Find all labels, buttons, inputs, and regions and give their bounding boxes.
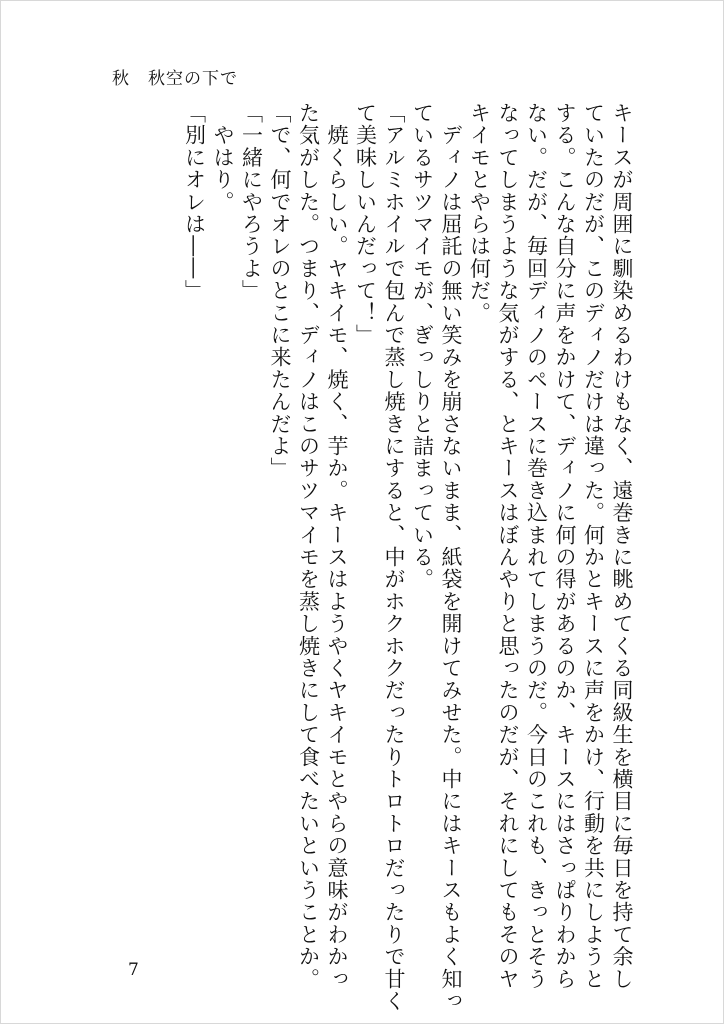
text-line: て美味しいんだって！」 bbox=[353, 102, 378, 347]
text-line: ディノは屈託の無い笑みを崩さないまま、紙袋を開けてみせた。中にはキースもよく知っ bbox=[439, 102, 463, 1013]
text-line: ているサツマイモが、ぎっしりと詰まっている。 bbox=[410, 102, 435, 591]
text-line: ていたのだが、このディノだけは違った。何かとキースに声をかけ、行動を共にしようと bbox=[581, 102, 606, 990]
page-number: 7 bbox=[128, 960, 139, 980]
text-line: 「アルミホイルで包んで蒸し焼きにすると、中がホクホクだったりトロトロだったりで甘く bbox=[382, 102, 406, 1013]
text-line: ない。だが、毎回ディノのペースに巻き込まれてしまうのだ。今日のこれも、きっとそう bbox=[524, 102, 549, 990]
body-text bbox=[180, 102, 636, 1013]
text-line: キイモとやらは何だ。 bbox=[467, 102, 492, 324]
text-line: する。こんな自分に声をかけて、ディノに何の得があるのか、キースにはさっぱりわから bbox=[553, 102, 577, 990]
text-line: なってしまうような気がする、とキースはぼんやりと思ったのだが、それにしてもそのヤ bbox=[496, 102, 520, 990]
running-head: 秋 秋空の下で bbox=[112, 69, 238, 89]
text-line: キースが周囲に馴染めるわけもなく、遠巻きに眺めてくる同級生を横目に毎日を持て余し bbox=[610, 102, 634, 990]
text-line: 「で、何でオレのとこに来たんだよ」 bbox=[268, 102, 292, 480]
text-line: 「別にオレは――」 bbox=[182, 102, 207, 302]
text-line: 焼くらしい。ヤキイモ、焼く、芋か。キースはようやくヤキイモとやらの意味がわかっ bbox=[325, 102, 349, 990]
text-line: やはり。 bbox=[211, 102, 235, 213]
text-line: た気がした。つまり、ディノはこのサツマイモを蒸し焼きにして食べたいということか。 bbox=[296, 102, 321, 990]
text-line: 「一緒にやろうよ」 bbox=[239, 102, 264, 302]
